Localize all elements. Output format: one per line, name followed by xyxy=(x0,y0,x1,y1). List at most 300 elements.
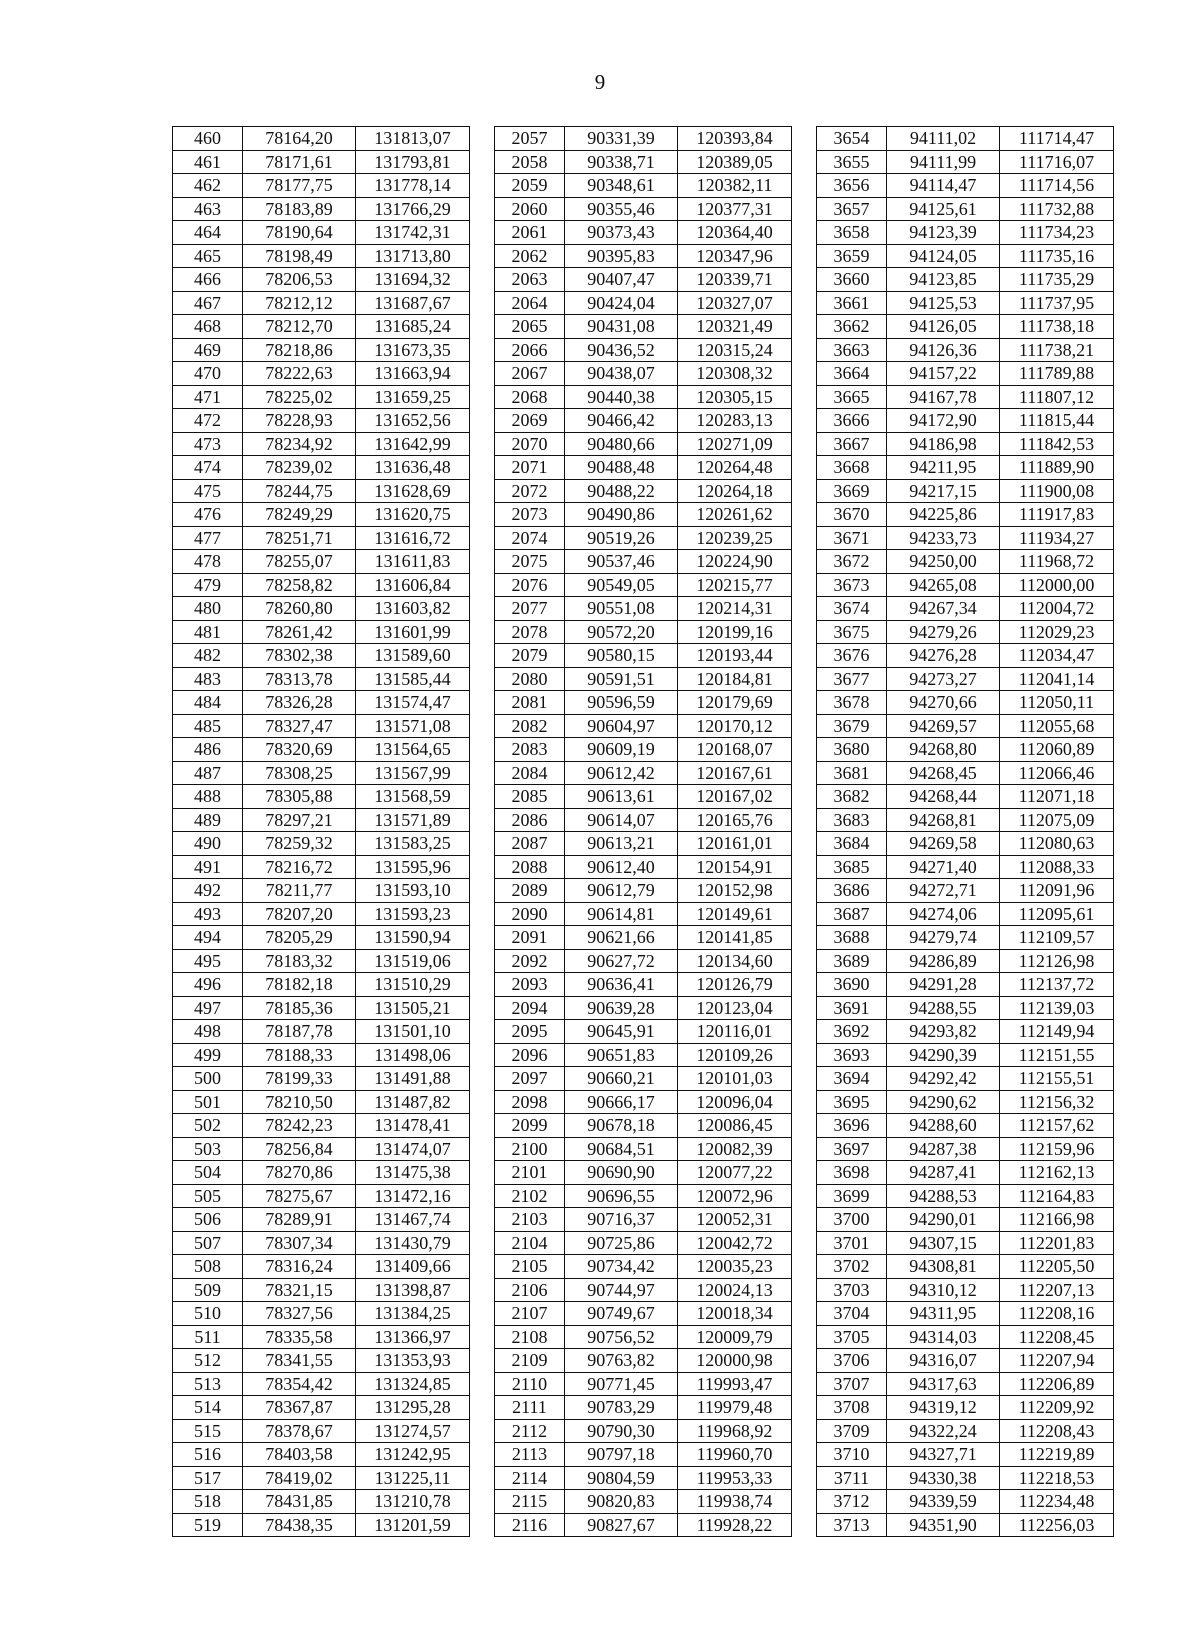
point-number-cell: 512 xyxy=(173,1349,243,1373)
x-coordinate-cell: 78206,53 xyxy=(243,268,356,292)
y-coordinate-cell: 112219,89 xyxy=(1000,1443,1114,1467)
x-coordinate-cell: 90348,61 xyxy=(565,174,678,198)
y-coordinate-cell: 131409,66 xyxy=(356,1255,470,1279)
column-separator xyxy=(470,1302,495,1326)
x-coordinate-cell: 90613,21 xyxy=(565,832,678,856)
point-number-cell: 3700 xyxy=(817,1208,887,1232)
x-coordinate-cell: 94339,59 xyxy=(887,1490,1000,1514)
x-coordinate-cell: 78297,21 xyxy=(243,808,356,832)
x-coordinate-cell: 90480,66 xyxy=(565,432,678,456)
x-coordinate-cell: 78212,70 xyxy=(243,315,356,339)
point-number-cell: 3684 xyxy=(817,832,887,856)
x-coordinate-cell: 90684,51 xyxy=(565,1137,678,1161)
y-coordinate-cell: 112155,51 xyxy=(1000,1067,1114,1091)
table-row xyxy=(173,150,1114,174)
y-coordinate-cell: 120086,45 xyxy=(678,1114,792,1138)
x-coordinate-cell: 94279,74 xyxy=(887,926,1000,950)
point-number-cell: 491 xyxy=(173,855,243,879)
y-coordinate-cell: 112201,83 xyxy=(1000,1231,1114,1255)
point-number-cell: 3674 xyxy=(817,597,887,621)
point-number-cell: 2075 xyxy=(495,550,565,574)
coordinates-table xyxy=(172,126,1114,1537)
point-number-cell: 3660 xyxy=(817,268,887,292)
x-coordinate-cell: 94250,00 xyxy=(887,550,1000,574)
point-number-cell: 3669 xyxy=(817,479,887,503)
column-separator xyxy=(792,1372,817,1396)
point-number-cell: 473 xyxy=(173,432,243,456)
x-coordinate-cell: 90537,46 xyxy=(565,550,678,574)
y-coordinate-cell: 131564,65 xyxy=(356,738,470,762)
y-coordinate-cell: 120167,02 xyxy=(678,785,792,809)
x-coordinate-cell: 94290,39 xyxy=(887,1043,1000,1067)
column-separator xyxy=(792,644,817,668)
column-separator xyxy=(792,667,817,691)
point-number-cell: 3673 xyxy=(817,573,887,597)
y-coordinate-cell: 112091,96 xyxy=(1000,879,1114,903)
column-separator xyxy=(792,785,817,809)
table-row xyxy=(173,902,1114,926)
table-row xyxy=(173,550,1114,574)
point-number-cell: 477 xyxy=(173,526,243,550)
x-coordinate-cell: 94126,05 xyxy=(887,315,1000,339)
y-coordinate-cell: 111714,47 xyxy=(1000,127,1114,151)
y-coordinate-cell: 131778,14 xyxy=(356,174,470,198)
point-number-cell: 3676 xyxy=(817,644,887,668)
point-number-cell: 2063 xyxy=(495,268,565,292)
point-number-cell: 517 xyxy=(173,1466,243,1490)
x-coordinate-cell: 94290,62 xyxy=(887,1090,1000,1114)
y-coordinate-cell: 120283,13 xyxy=(678,409,792,433)
y-coordinate-cell: 120018,34 xyxy=(678,1302,792,1326)
x-coordinate-cell: 90614,81 xyxy=(565,902,678,926)
column-separator xyxy=(792,432,817,456)
point-number-cell: 489 xyxy=(173,808,243,832)
x-coordinate-cell: 94276,28 xyxy=(887,644,1000,668)
column-separator xyxy=(792,1325,817,1349)
x-coordinate-cell: 94317,63 xyxy=(887,1372,1000,1396)
x-coordinate-cell: 94319,12 xyxy=(887,1396,1000,1420)
point-number-cell: 3677 xyxy=(817,667,887,691)
y-coordinate-cell: 119993,47 xyxy=(678,1372,792,1396)
y-coordinate-cell: 119979,48 xyxy=(678,1396,792,1420)
x-coordinate-cell: 94272,71 xyxy=(887,879,1000,903)
y-coordinate-cell: 112139,03 xyxy=(1000,996,1114,1020)
column-separator xyxy=(470,1184,495,1208)
point-number-cell: 3678 xyxy=(817,691,887,715)
column-separator xyxy=(792,902,817,926)
column-separator xyxy=(470,244,495,268)
y-coordinate-cell: 112060,89 xyxy=(1000,738,1114,762)
table-row xyxy=(173,503,1114,527)
y-coordinate-cell: 120165,76 xyxy=(678,808,792,832)
table-row xyxy=(173,620,1114,644)
point-number-cell: 506 xyxy=(173,1208,243,1232)
column-separator xyxy=(792,1137,817,1161)
point-number-cell: 2090 xyxy=(495,902,565,926)
point-number-cell: 500 xyxy=(173,1067,243,1091)
x-coordinate-cell: 94307,15 xyxy=(887,1231,1000,1255)
table-row xyxy=(173,479,1114,503)
x-coordinate-cell: 90572,20 xyxy=(565,620,678,644)
point-number-cell: 2080 xyxy=(495,667,565,691)
x-coordinate-cell: 94111,99 xyxy=(887,150,1000,174)
x-coordinate-cell: 78187,78 xyxy=(243,1020,356,1044)
point-number-cell: 488 xyxy=(173,785,243,809)
table-row xyxy=(173,1302,1114,1326)
x-coordinate-cell: 78289,91 xyxy=(243,1208,356,1232)
point-number-cell: 3683 xyxy=(817,808,887,832)
point-number-cell: 2102 xyxy=(495,1184,565,1208)
y-coordinate-cell: 120072,96 xyxy=(678,1184,792,1208)
x-coordinate-cell: 78258,82 xyxy=(243,573,356,597)
y-coordinate-cell: 120224,90 xyxy=(678,550,792,574)
x-coordinate-cell: 90438,07 xyxy=(565,362,678,386)
point-number-cell: 3685 xyxy=(817,855,887,879)
point-number-cell: 492 xyxy=(173,879,243,903)
y-coordinate-cell: 119938,74 xyxy=(678,1490,792,1514)
x-coordinate-cell: 78251,71 xyxy=(243,526,356,550)
point-number-cell: 3664 xyxy=(817,362,887,386)
x-coordinate-cell: 94330,38 xyxy=(887,1466,1000,1490)
x-coordinate-cell: 90519,26 xyxy=(565,526,678,550)
point-number-cell: 3704 xyxy=(817,1302,887,1326)
y-coordinate-cell: 119928,22 xyxy=(678,1513,792,1537)
y-coordinate-cell: 112166,98 xyxy=(1000,1208,1114,1232)
table-row xyxy=(173,1161,1114,1185)
x-coordinate-cell: 78164,20 xyxy=(243,127,356,151)
column-separator xyxy=(792,456,817,480)
point-number-cell: 510 xyxy=(173,1302,243,1326)
x-coordinate-cell: 94322,24 xyxy=(887,1419,1000,1443)
column-separator xyxy=(470,879,495,903)
y-coordinate-cell: 112095,61 xyxy=(1000,902,1114,926)
y-coordinate-cell: 131567,99 xyxy=(356,761,470,785)
x-coordinate-cell: 94124,05 xyxy=(887,244,1000,268)
point-number-cell: 3680 xyxy=(817,738,887,762)
y-coordinate-cell: 131636,48 xyxy=(356,456,470,480)
y-coordinate-cell: 131589,60 xyxy=(356,644,470,668)
point-number-cell: 2073 xyxy=(495,503,565,527)
column-separator xyxy=(470,174,495,198)
x-coordinate-cell: 94286,89 xyxy=(887,949,1000,973)
y-coordinate-cell: 112157,62 xyxy=(1000,1114,1114,1138)
point-number-cell: 3686 xyxy=(817,879,887,903)
y-coordinate-cell: 112029,23 xyxy=(1000,620,1114,644)
point-number-cell: 2106 xyxy=(495,1278,565,1302)
y-coordinate-cell: 112156,32 xyxy=(1000,1090,1114,1114)
table-row xyxy=(173,761,1114,785)
point-number-cell: 511 xyxy=(173,1325,243,1349)
table-row xyxy=(173,1325,1114,1349)
table-row xyxy=(173,1208,1114,1232)
column-separator xyxy=(792,926,817,950)
point-number-cell: 3665 xyxy=(817,385,887,409)
point-number-cell: 3693 xyxy=(817,1043,887,1067)
table-row xyxy=(173,926,1114,950)
column-separator xyxy=(792,385,817,409)
x-coordinate-cell: 78218,86 xyxy=(243,338,356,362)
y-coordinate-cell: 120152,98 xyxy=(678,879,792,903)
column-separator xyxy=(470,338,495,362)
x-coordinate-cell: 90621,66 xyxy=(565,926,678,950)
x-coordinate-cell: 94293,82 xyxy=(887,1020,1000,1044)
point-number-cell: 3666 xyxy=(817,409,887,433)
page-number: 9 xyxy=(594,70,606,94)
column-separator xyxy=(470,1419,495,1443)
y-coordinate-cell: 112256,03 xyxy=(1000,1513,1114,1537)
column-separator xyxy=(470,409,495,433)
point-number-cell: 3681 xyxy=(817,761,887,785)
column-separator xyxy=(792,738,817,762)
point-number-cell: 3667 xyxy=(817,432,887,456)
column-separator xyxy=(792,1443,817,1467)
point-number-cell: 513 xyxy=(173,1372,243,1396)
table-row xyxy=(173,244,1114,268)
column-separator xyxy=(792,832,817,856)
x-coordinate-cell: 94291,28 xyxy=(887,973,1000,997)
y-coordinate-cell: 111734,23 xyxy=(1000,221,1114,245)
point-number-cell: 2116 xyxy=(495,1513,565,1537)
table-row xyxy=(173,1090,1114,1114)
x-coordinate-cell: 94308,81 xyxy=(887,1255,1000,1279)
x-coordinate-cell: 90783,29 xyxy=(565,1396,678,1420)
point-number-cell: 2057 xyxy=(495,127,565,151)
y-coordinate-cell: 120339,71 xyxy=(678,268,792,292)
x-coordinate-cell: 90827,67 xyxy=(565,1513,678,1537)
column-separator xyxy=(792,221,817,245)
column-separator xyxy=(792,1114,817,1138)
column-separator xyxy=(470,738,495,762)
point-number-cell: 474 xyxy=(173,456,243,480)
column-separator xyxy=(470,620,495,644)
x-coordinate-cell: 90613,61 xyxy=(565,785,678,809)
column-separator xyxy=(470,526,495,550)
x-coordinate-cell: 94268,44 xyxy=(887,785,1000,809)
x-coordinate-cell: 78327,56 xyxy=(243,1302,356,1326)
x-coordinate-cell: 90591,51 xyxy=(565,667,678,691)
column-separator xyxy=(792,526,817,550)
y-coordinate-cell: 120042,72 xyxy=(678,1231,792,1255)
y-coordinate-cell: 131766,29 xyxy=(356,197,470,221)
x-coordinate-cell: 78225,02 xyxy=(243,385,356,409)
column-separator xyxy=(470,550,495,574)
column-separator xyxy=(792,1020,817,1044)
point-number-cell: 2068 xyxy=(495,385,565,409)
point-number-cell: 3657 xyxy=(817,197,887,221)
column-separator xyxy=(470,1443,495,1467)
x-coordinate-cell: 78242,23 xyxy=(243,1114,356,1138)
x-coordinate-cell: 90488,22 xyxy=(565,479,678,503)
point-number-cell: 496 xyxy=(173,973,243,997)
point-number-cell: 516 xyxy=(173,1443,243,1467)
point-number-cell: 2064 xyxy=(495,291,565,315)
y-coordinate-cell: 111735,29 xyxy=(1000,268,1114,292)
point-number-cell: 3706 xyxy=(817,1349,887,1373)
y-coordinate-cell: 131603,82 xyxy=(356,597,470,621)
column-separator xyxy=(470,597,495,621)
point-number-cell: 3690 xyxy=(817,973,887,997)
table-row xyxy=(173,197,1114,221)
table-row xyxy=(173,1490,1114,1514)
y-coordinate-cell: 120214,31 xyxy=(678,597,792,621)
column-separator xyxy=(470,362,495,386)
x-coordinate-cell: 90338,71 xyxy=(565,150,678,174)
point-number-cell: 462 xyxy=(173,174,243,198)
table-row xyxy=(173,362,1114,386)
y-coordinate-cell: 131201,59 xyxy=(356,1513,470,1537)
point-number-cell: 490 xyxy=(173,832,243,856)
column-separator xyxy=(470,902,495,926)
y-coordinate-cell: 112088,33 xyxy=(1000,855,1114,879)
table-row xyxy=(173,1396,1114,1420)
column-separator xyxy=(470,456,495,480)
table-row xyxy=(173,315,1114,339)
y-coordinate-cell: 131366,97 xyxy=(356,1325,470,1349)
column-separator xyxy=(792,1466,817,1490)
y-coordinate-cell: 120261,62 xyxy=(678,503,792,527)
point-number-cell: 504 xyxy=(173,1161,243,1185)
column-separator xyxy=(792,338,817,362)
x-coordinate-cell: 78316,24 xyxy=(243,1255,356,1279)
point-number-cell: 493 xyxy=(173,902,243,926)
table-row xyxy=(173,597,1114,621)
point-number-cell: 3668 xyxy=(817,456,887,480)
point-number-cell: 3705 xyxy=(817,1325,887,1349)
x-coordinate-cell: 78335,58 xyxy=(243,1325,356,1349)
point-number-cell: 2060 xyxy=(495,197,565,221)
y-coordinate-cell: 112126,98 xyxy=(1000,949,1114,973)
table-row xyxy=(173,127,1114,151)
column-separator xyxy=(470,926,495,950)
table-row xyxy=(173,808,1114,832)
table-row xyxy=(173,1372,1114,1396)
point-number-cell: 471 xyxy=(173,385,243,409)
table-row xyxy=(173,174,1114,198)
y-coordinate-cell: 131813,07 xyxy=(356,127,470,151)
table-row xyxy=(173,291,1114,315)
column-separator xyxy=(470,1067,495,1091)
point-number-cell: 468 xyxy=(173,315,243,339)
x-coordinate-cell: 90488,48 xyxy=(565,456,678,480)
point-number-cell: 2105 xyxy=(495,1255,565,1279)
x-coordinate-cell: 78205,29 xyxy=(243,926,356,950)
y-coordinate-cell: 131595,96 xyxy=(356,855,470,879)
x-coordinate-cell: 90696,55 xyxy=(565,1184,678,1208)
column-separator xyxy=(470,949,495,973)
x-coordinate-cell: 90804,59 xyxy=(565,1466,678,1490)
y-coordinate-cell: 131620,75 xyxy=(356,503,470,527)
point-number-cell: 3688 xyxy=(817,926,887,950)
column-separator xyxy=(792,1419,817,1443)
y-coordinate-cell: 111789,88 xyxy=(1000,362,1114,386)
x-coordinate-cell: 78188,33 xyxy=(243,1043,356,1067)
point-number-cell: 2067 xyxy=(495,362,565,386)
y-coordinate-cell: 112206,89 xyxy=(1000,1372,1114,1396)
point-number-cell: 2109 xyxy=(495,1349,565,1373)
y-coordinate-cell: 120101,03 xyxy=(678,1067,792,1091)
point-number-cell: 3656 xyxy=(817,174,887,198)
x-coordinate-cell: 94225,86 xyxy=(887,503,1000,527)
column-separator xyxy=(470,1349,495,1373)
y-coordinate-cell: 112000,00 xyxy=(1000,573,1114,597)
x-coordinate-cell: 78320,69 xyxy=(243,738,356,762)
point-number-cell: 3691 xyxy=(817,996,887,1020)
x-coordinate-cell: 90612,79 xyxy=(565,879,678,903)
y-coordinate-cell: 120321,49 xyxy=(678,315,792,339)
y-coordinate-cell: 120168,07 xyxy=(678,738,792,762)
y-coordinate-cell: 120009,79 xyxy=(678,1325,792,1349)
point-number-cell: 2078 xyxy=(495,620,565,644)
column-separator xyxy=(792,714,817,738)
table-row xyxy=(173,432,1114,456)
x-coordinate-cell: 78256,84 xyxy=(243,1137,356,1161)
y-coordinate-cell: 111732,88 xyxy=(1000,197,1114,221)
x-coordinate-cell: 78244,75 xyxy=(243,479,356,503)
column-separator xyxy=(792,620,817,644)
table-row xyxy=(173,785,1114,809)
y-coordinate-cell: 112066,46 xyxy=(1000,761,1114,785)
y-coordinate-cell: 112208,16 xyxy=(1000,1302,1114,1326)
point-number-cell: 461 xyxy=(173,150,243,174)
x-coordinate-cell: 90436,52 xyxy=(565,338,678,362)
point-number-cell: 2083 xyxy=(495,738,565,762)
x-coordinate-cell: 94217,15 xyxy=(887,479,1000,503)
x-coordinate-cell: 94186,98 xyxy=(887,432,1000,456)
y-coordinate-cell: 131474,07 xyxy=(356,1137,470,1161)
column-separator xyxy=(792,996,817,1020)
x-coordinate-cell: 90725,86 xyxy=(565,1231,678,1255)
point-number-cell: 3698 xyxy=(817,1161,887,1185)
column-separator xyxy=(792,362,817,386)
table-row xyxy=(173,573,1114,597)
column-separator xyxy=(792,973,817,997)
x-coordinate-cell: 90490,86 xyxy=(565,503,678,527)
table-row xyxy=(173,879,1114,903)
y-coordinate-cell: 111716,07 xyxy=(1000,150,1114,174)
x-coordinate-cell: 78185,36 xyxy=(243,996,356,1020)
x-coordinate-cell: 90690,90 xyxy=(565,1161,678,1185)
y-coordinate-cell: 120096,04 xyxy=(678,1090,792,1114)
y-coordinate-cell: 131501,10 xyxy=(356,1020,470,1044)
y-coordinate-cell: 111807,12 xyxy=(1000,385,1114,409)
point-number-cell: 481 xyxy=(173,620,243,644)
y-coordinate-cell: 120382,11 xyxy=(678,174,792,198)
x-coordinate-cell: 90331,39 xyxy=(565,127,678,151)
table-row xyxy=(173,644,1114,668)
y-coordinate-cell: 111714,56 xyxy=(1000,174,1114,198)
x-coordinate-cell: 78308,25 xyxy=(243,761,356,785)
point-number-cell: 3702 xyxy=(817,1255,887,1279)
point-number-cell: 2095 xyxy=(495,1020,565,1044)
column-separator xyxy=(470,150,495,174)
point-number-cell: 501 xyxy=(173,1090,243,1114)
y-coordinate-cell: 131663,94 xyxy=(356,362,470,386)
point-number-cell: 508 xyxy=(173,1255,243,1279)
x-coordinate-cell: 90614,07 xyxy=(565,808,678,832)
x-coordinate-cell: 90407,47 xyxy=(565,268,678,292)
x-coordinate-cell: 90431,08 xyxy=(565,315,678,339)
table-row xyxy=(173,456,1114,480)
point-number-cell: 2098 xyxy=(495,1090,565,1114)
point-number-cell: 497 xyxy=(173,996,243,1020)
y-coordinate-cell: 131510,29 xyxy=(356,973,470,997)
column-separator xyxy=(470,197,495,221)
y-coordinate-cell: 120179,69 xyxy=(678,691,792,715)
point-number-cell: 464 xyxy=(173,221,243,245)
column-separator xyxy=(470,1137,495,1161)
y-coordinate-cell: 120154,91 xyxy=(678,855,792,879)
x-coordinate-cell: 90609,19 xyxy=(565,738,678,762)
